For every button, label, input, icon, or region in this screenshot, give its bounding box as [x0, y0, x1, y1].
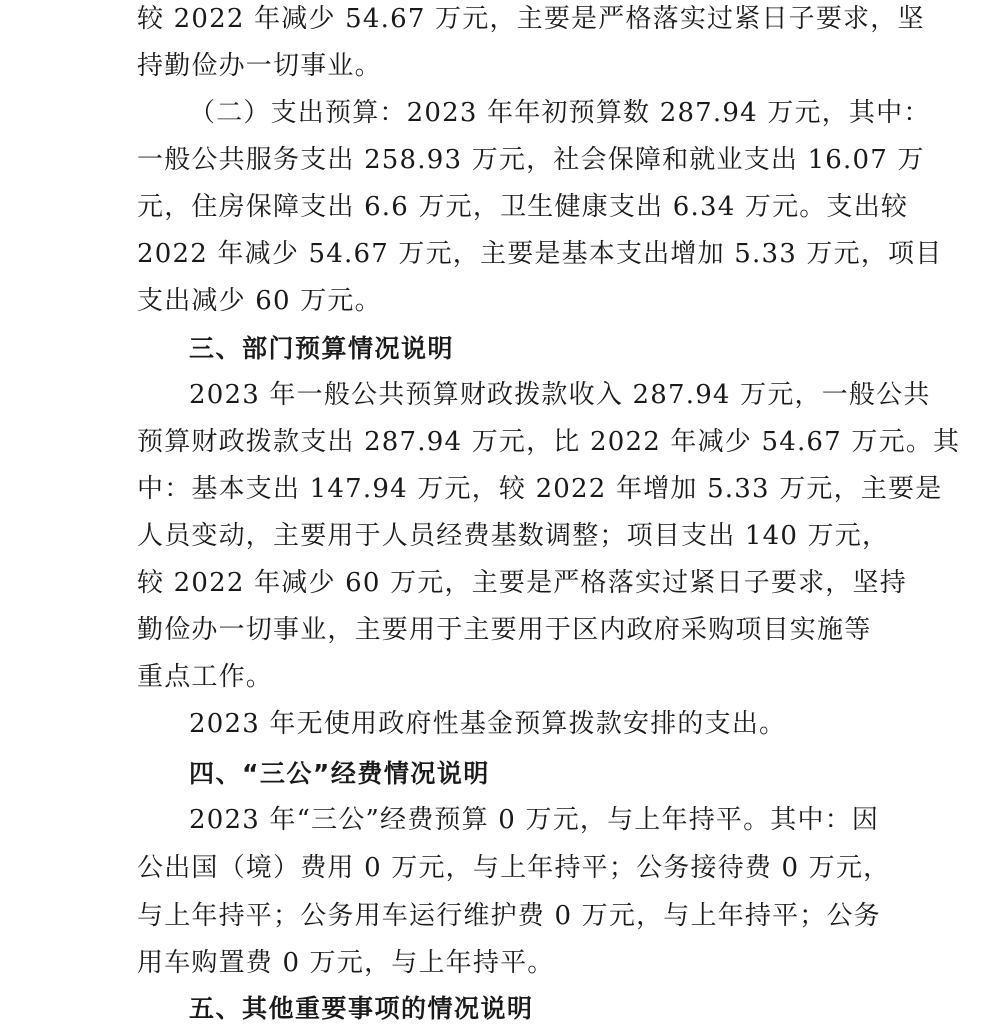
text-line: 2023 年无使用政府性基金预算拨款安排的支出。 [189, 709, 787, 739]
text-line: 元，住房保障支出 6.6 万元，卫生健康支出 6.34 万元。支出较 [137, 192, 909, 222]
text-line: 持勤俭办一切事业。 [137, 51, 382, 81]
text-line: （二）支出预算：2023 年年初预算数 287.94 万元，其中： [189, 98, 931, 128]
text-line: 2023 年一般公共预算财政拨款收入 287.94 万元，一般公共 [189, 380, 931, 410]
text-line: 公出国（境）费用 0 万元，与上年持平；公务接待费 0 万元， [137, 853, 891, 883]
text-line: 较 2022 年减少 54.67 万元，主要是严格落实过紧日子要求，坚 [137, 4, 925, 34]
text-line: 重点工作。 [137, 662, 274, 692]
text-line: 较 2022 年减少 60 万元，主要是严格落实过紧日子要求，坚持 [137, 568, 907, 598]
text-line: 2023 年“三公”经费预算 0 万元，与上年持平。其中：因 [189, 805, 880, 835]
section-heading: 三、部门预算情况说明 [189, 334, 455, 363]
text-line: 2022 年减少 54.67 万元，主要是基本支出增加 5.33 万元，项目 [137, 239, 943, 269]
text-line: 人员变动，主要用于人员经费基数调整；项目支出 140 万元， [137, 521, 890, 551]
text-line: 与上年持平；公务用车运行维护费 0 万元，与上年持平；公务 [137, 901, 881, 931]
text-line: 预算财政拨款支出 287.94 万元，比 2022 年减少 54.67 万元。其 [137, 427, 961, 457]
text-line: 支出减少 60 万元。 [137, 286, 382, 316]
text-line: 用车购置费 0 万元，与上年持平。 [137, 948, 555, 978]
section-heading: 五、其他重要事项的情况说明 [189, 994, 534, 1023]
text-line: 一般公共服务支出 258.93 万元，社会保障和就业支出 16.07 万 [137, 145, 925, 175]
text-line: 中：基本支出 147.94 万元，较 2022 年增加 5.33 万元，主要是 [137, 474, 943, 504]
text-line: 勤俭办一切事业，主要用于主要用于区内政府采购项目实施等 [137, 615, 872, 645]
section-heading: 四、“三公”经费情况说明 [189, 759, 490, 788]
